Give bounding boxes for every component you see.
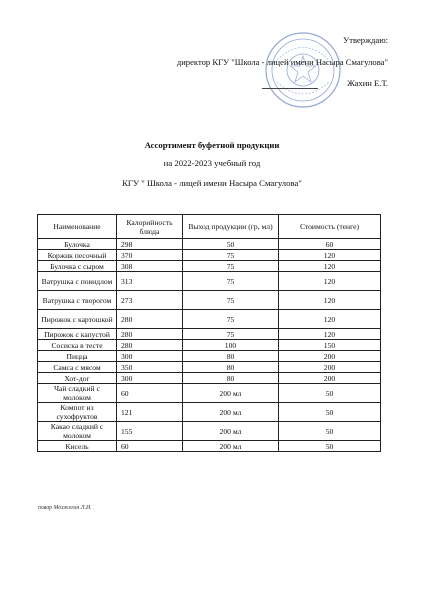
cell-calories: 300 [117,373,183,384]
table-row [38,403,381,422]
cell-calories: 60 [117,441,183,452]
table-row [38,384,381,403]
cell-price: 120 [279,329,381,340]
table-body [38,239,381,452]
approval-director: директор КГУ "Школа - лицей имени Насыра Смагулова" [176,57,388,67]
cell-price: 50 [279,403,381,422]
cell-name: Ватрушка с творогом [38,291,117,310]
table-row [38,362,381,373]
document-subtitle-year: на 2022-2023 учебный год [163,158,261,168]
cell-price: 120 [279,291,381,310]
cell-calories: 280 [117,329,183,340]
cell-name: Ватрушка с повидлом [38,272,117,291]
header-name: Наименование [38,215,117,239]
cell-name: Пирожок с капустой [38,329,117,340]
cell-calories: 300 [117,351,183,362]
cell-price: 120 [279,310,381,329]
table-row [38,239,381,250]
cell-name: Какао сладкий с молоком [38,422,117,441]
table-row [38,272,381,291]
menu-table [37,214,381,452]
cell-name: Сосиска в тесте [38,340,117,351]
cell-output: 75 [183,261,279,272]
stamp-seal-icon [263,30,343,110]
table-row [38,441,381,452]
table-row [38,351,381,362]
cell-name: Булочка [38,239,117,250]
cell-name: Кисель [38,441,117,452]
header-price: Стоимость (тенге) [279,215,381,239]
cell-name: Пицца [38,351,117,362]
cell-output: 80 [183,362,279,373]
header-output: Выход продукции (гр, мл) [183,215,279,239]
cell-calories: 155 [117,422,183,441]
cell-output: 75 [183,291,279,310]
cell-name: Коржик песочный [38,250,117,261]
cell-output: 200 мл [183,384,279,403]
table-row [38,250,381,261]
cell-output: 200 мл [183,422,279,441]
cell-calories: 350 [117,362,183,373]
cell-name: Хот-дог [38,373,117,384]
table-row [38,261,381,272]
cell-price: 200 [279,373,381,384]
cell-calories: 121 [117,403,183,422]
cell-calories: 313 [117,272,183,291]
cell-output: 80 [183,351,279,362]
cell-price: 200 [279,362,381,373]
cell-calories: 280 [117,310,183,329]
cell-name: Пирожок с картошкой [38,310,117,329]
cell-price: 120 [279,272,381,291]
cell-name: Самса с мясом [38,362,117,373]
cell-output: 75 [183,310,279,329]
cell-output: 75 [183,329,279,340]
cell-price: 50 [279,384,381,403]
footer-signature: повар Мозжегин Л.И. [38,505,92,511]
table-row [38,340,381,351]
document-title: Ассортимент буфетной продукции [144,140,280,150]
cell-price: 50 [279,441,381,452]
cell-output: 75 [183,250,279,261]
cell-calories: 60 [117,384,183,403]
cell-name: Булочка с сыром [38,261,117,272]
signature-line [262,88,318,89]
cell-price: 200 [279,351,381,362]
table-row [38,291,381,310]
approval-heading: Утверждаю: [343,35,388,45]
cell-output: 200 мл [183,403,279,422]
header-calories: Калорийность блюда [117,215,183,239]
table-row [38,329,381,340]
cell-output: 200 мл [183,441,279,452]
cell-price: 150 [279,340,381,351]
cell-output: 80 [183,373,279,384]
cell-calories: 370 [117,250,183,261]
table-header-row [38,215,381,239]
cell-calories: 273 [117,291,183,310]
cell-price: 120 [279,261,381,272]
cell-price: 60 [279,239,381,250]
cell-name: Чай сладкий с молоком [38,384,117,403]
cell-calories: 298 [117,239,183,250]
table-row [38,373,381,384]
cell-name: Компот из сухофруктов [38,403,117,422]
table-row [38,422,381,441]
cell-calories: 280 [117,340,183,351]
cell-output: 100 [183,340,279,351]
table-row [38,310,381,329]
cell-price: 120 [279,250,381,261]
document-subtitle-org: КГУ " Школа - лицей имени Насыра Смагулова" [122,178,302,188]
cell-output: 75 [183,272,279,291]
cell-output: 50 [183,239,279,250]
approval-name: Жахин Е.Т. [347,78,388,88]
cell-price: 50 [279,422,381,441]
cell-calories: 308 [117,261,183,272]
